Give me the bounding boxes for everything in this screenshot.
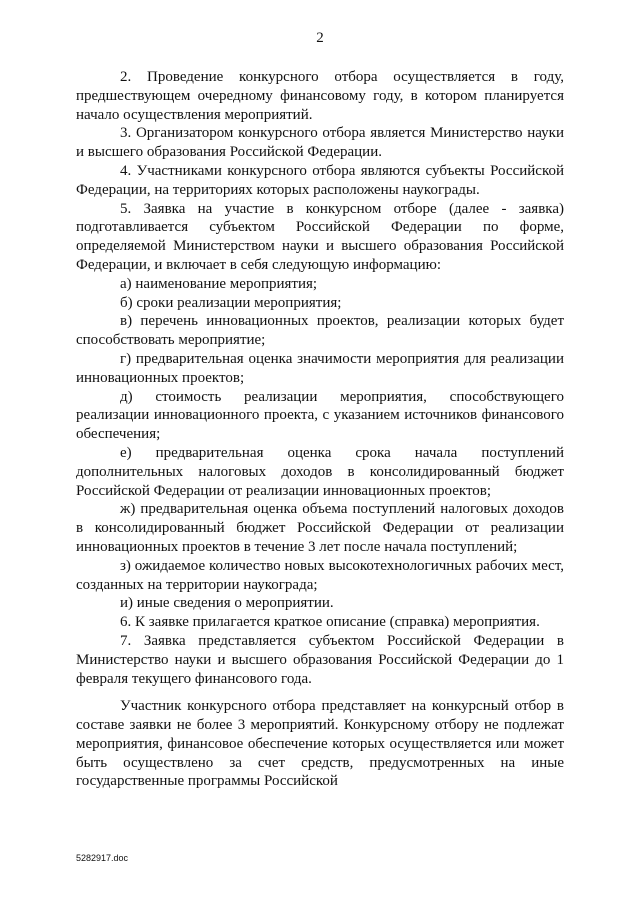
paragraph-5: 5. Заявка на участие в конкурсном отборе (далее - заявка) подготавливается субъектом Российской Федерации по форме, определяемой Министерством науки и высшего образования Российской Федерации, и включает в себя следующую информацию: bbox=[76, 200, 564, 273]
paragraph-2: 2. Проведение конкурсного отбора осуществляется в году, предшествующем очередному финансовому году, в котором планируется начало осуществления мероприятий. bbox=[76, 69, 564, 123]
list-item-v: в) перечень инновационных проектов, реализации которых будет способствовать мероприятие; bbox=[76, 313, 564, 349]
paragraph-7: 7. Заявка представляется субъектом Российской Федерации в Министерство науки и высшего образования Российской Федерации до 1 февраля текущего финансового года. bbox=[76, 632, 564, 687]
paragraph-participant: Участник конкурсного отбора представляет на конкурсный отбор в составе заявки не более 3 мероприятий. Конкурсному отбору не подлежат мероприятия, финансовое обеспечение которых осуществляется или может быть осуществлено за счет средств, предусмотренных на иные государственные программы Российской bbox=[76, 698, 564, 790]
list-item-b: б) сроки реализации мероприятия; bbox=[120, 294, 342, 311]
footer-document-code: 5282917.doc bbox=[76, 853, 129, 863]
list-item-d: д) стоимость реализации мероприятия, способствующего реализации инновационного проекта, с указанием источников финансового обеспечения; bbox=[76, 388, 564, 443]
paragraph-3: 3. Организатором конкурсного отбора является Министерство науки и высшего образования Российской Федерации. bbox=[76, 125, 564, 161]
list-item-g: г) предварительная оценка значимости мероприятия для реализации инновационных проектов; bbox=[76, 350, 564, 386]
paragraph-4: 4. Участниками конкурсного отбора являются субъекты Российской Федерации, на территориях которых расположены наукограды. bbox=[76, 162, 564, 198]
paragraph-6: 6. К заявке прилагается краткое описание (справка) мероприятия. bbox=[120, 614, 540, 631]
list-item-a: а) наименование мероприятия; bbox=[120, 275, 318, 292]
list-item-zh: ж) предварительная оценка объема поступлений налоговых доходов в консолидированный бюджет Российской Федерации от реализации инновационных проектов в течение 3 лет после начала поступлений; bbox=[76, 501, 564, 555]
document-body bbox=[76, 68, 564, 791]
list-item-i: и) иные сведения о мероприятии. bbox=[120, 595, 334, 612]
list-item-z: з) ожидаемое количество новых высокотехнологичных рабочих мест, созданных на территории наукограда; bbox=[76, 557, 564, 593]
list-item-e: е) предварительная оценка срока начала поступлений дополнительных налоговых доходов в консолидированный бюджет Российской Федерации от реализации инновационных проектов; bbox=[76, 444, 564, 499]
page-number: 2 bbox=[316, 30, 324, 46]
